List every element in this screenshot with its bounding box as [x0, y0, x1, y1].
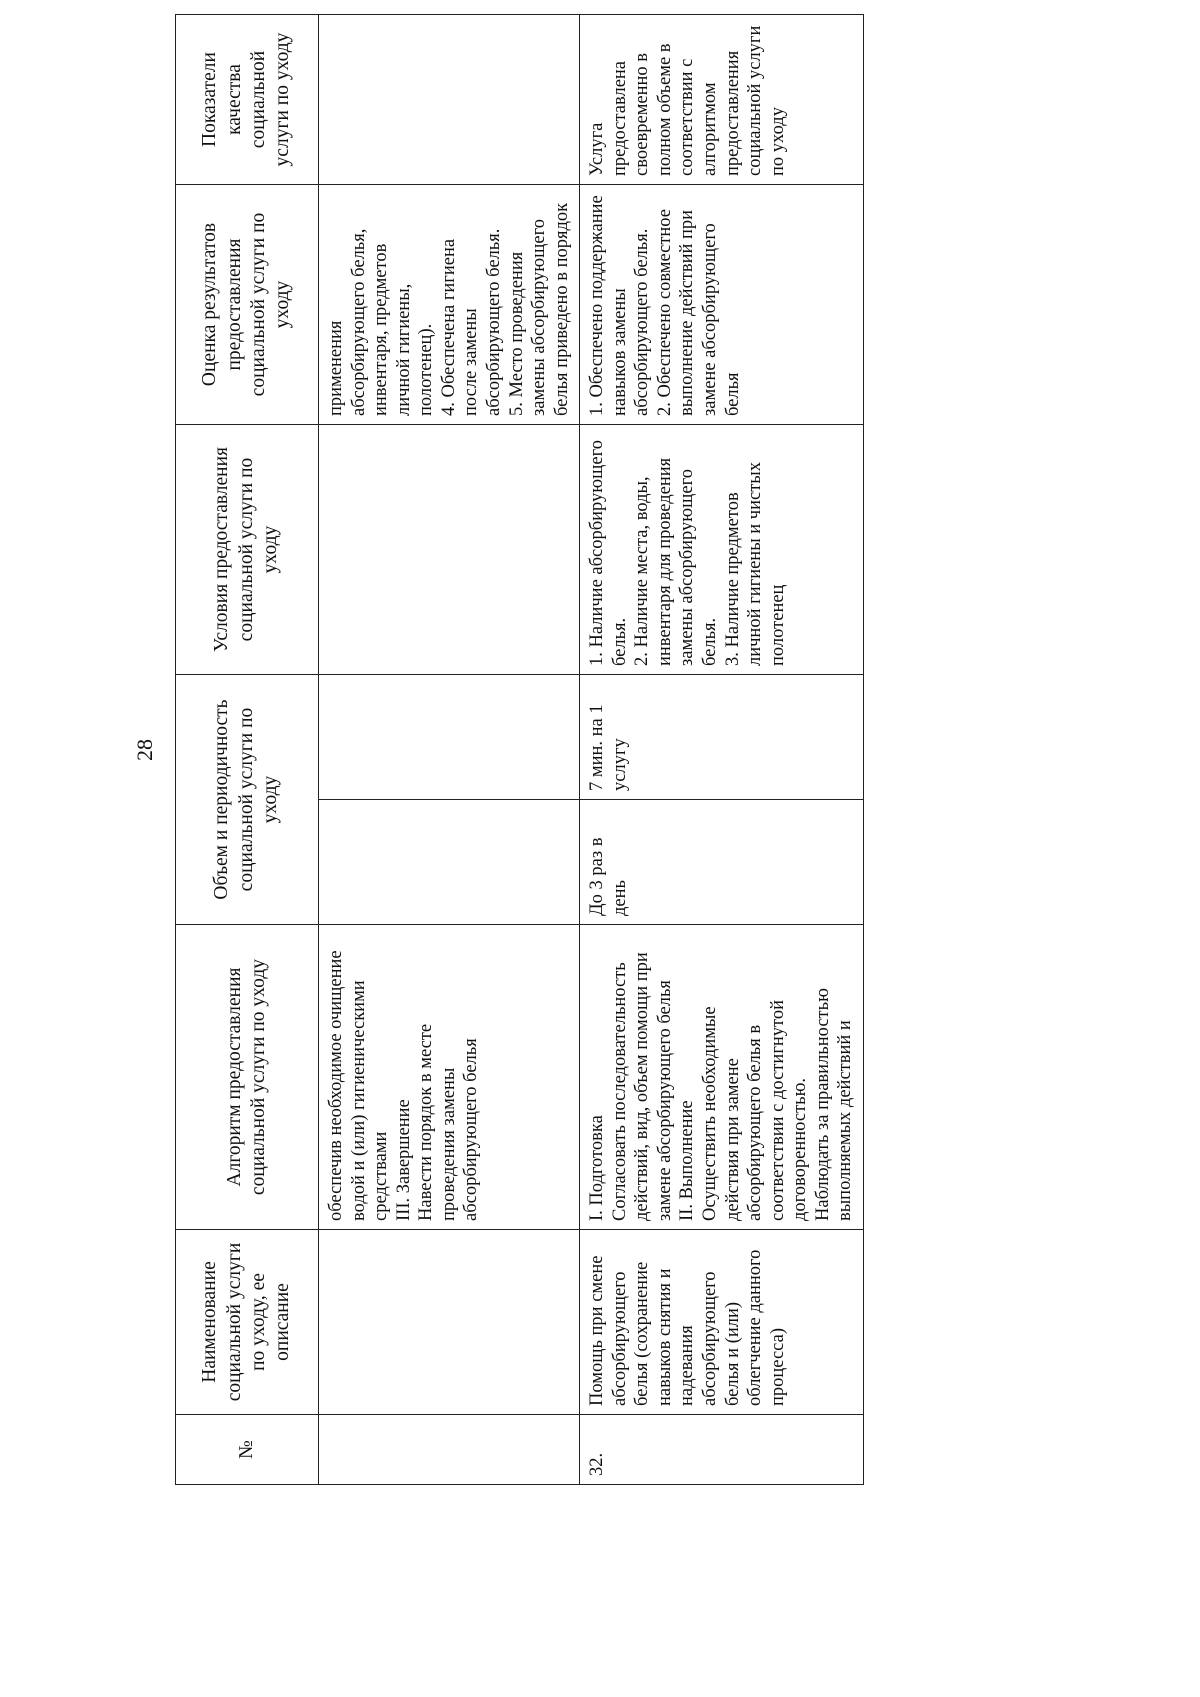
header-num: № [176, 1415, 319, 1485]
table-row [319, 15, 580, 1485]
cell-frequency: До 3 раз в день [580, 800, 864, 925]
cell-duration: 7 мин. на 1 услугу [580, 675, 864, 800]
page-number: 28 [132, 739, 157, 761]
cell-num: 32. [580, 1415, 864, 1485]
header-row [176, 15, 319, 1485]
cell-quality: Услуга предоставлена своевременно в полном объеме в соответствии с алгоритмом предоставления социальной услуги по уходу [580, 15, 864, 185]
cell-conditions [319, 425, 580, 675]
header-name: Наименование социальной услуги по уходу, ее описание [176, 1230, 319, 1415]
header-algorithm: Алгоритм предоставления социальной услуги по уходу [176, 925, 319, 1230]
header-volume: Объем и периодичность социальной услуги по уходу [176, 675, 319, 925]
cell-evaluation: 1. Обеспечено поддержание навыков замены абсорбирующего белья. 2. Обеспечено совместное выполнение действий при замене абсорбирующего белья [580, 185, 864, 425]
cell-frequency [319, 800, 580, 925]
cell-num [319, 1415, 580, 1485]
table-row [580, 15, 864, 1485]
cell-name [319, 1230, 580, 1415]
cell-conditions: 1. Наличие абсорбирующего белья. 2. Наличие места, воды, инвентаря для проведения замены абсорбирующего белья. 3. Наличие предметов личной гигиены и чистых полотенец [580, 425, 864, 675]
cell-name: Помощь при смене абсорбирующего белья (сохранение навыков снятия и надевания абсорбирующего белья и (или) облегчение данного процесса) [580, 1230, 864, 1415]
header-quality: Показатели качества социальной услуги по уходу [176, 15, 319, 185]
services-table [175, 14, 864, 1485]
cell-quality [319, 15, 580, 185]
rotated-page [125, 15, 1075, 1485]
cell-evaluation: применения абсорбирующего белья, инвентаря, предметов личной гигиены, полотенец). 4. Обеспечена гигиена после замены абсорбирующего белья. 5. Место проведения замены абсорбирующего белья приведено в порядок [319, 185, 580, 425]
header-evaluation: Оценка результатов предоставления социальной услуги по уходу [176, 185, 319, 425]
header-conditions: Условия предоставления социальной услуги по уходу [176, 425, 319, 675]
page-content [125, 15, 1075, 1485]
cell-duration [319, 675, 580, 800]
cell-algorithm: I. Подготовка Согласовать последовательность действий, вид, объем помощи при замене абсорбирующего белья II. Выполнение Осуществить необходимые действия при замене абсорбирующего белья в соответствии с достигнутой договоренностью. Наблюдать за правильностью выполняемых действий и [580, 925, 864, 1230]
cell-algorithm: обеспечив необходимое очищение водой и (или) гигиеническими средствами III. Завершение Навести порядок в месте проведения замены абсорбирующего белья [319, 925, 580, 1230]
